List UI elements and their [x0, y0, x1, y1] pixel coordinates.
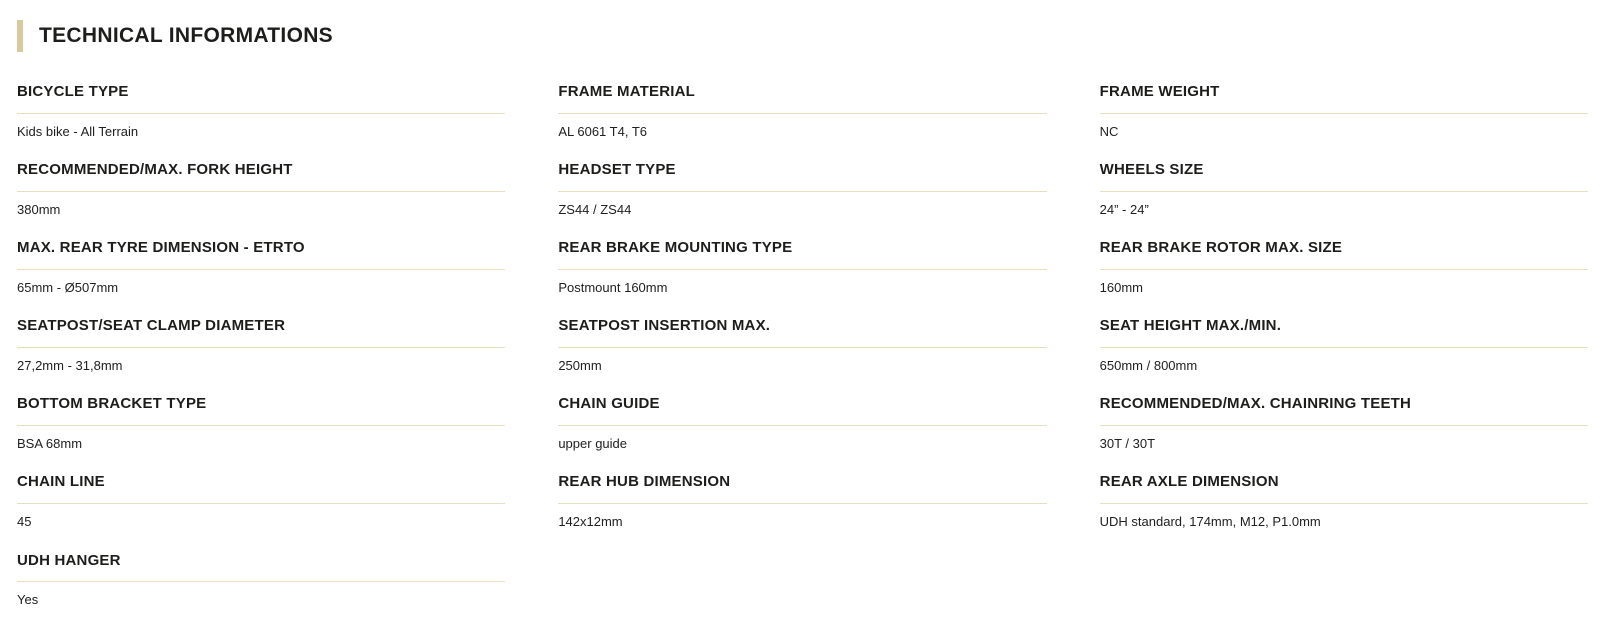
spec-label: FRAME MATERIAL [558, 84, 1046, 114]
spec-value: 250mm [558, 357, 602, 373]
spec-label: UDH HANGER [17, 553, 505, 583]
spec-item-rear-brake-mounting-type [558, 240, 1046, 295]
spec-value: 380mm [17, 201, 61, 217]
spec-label: REAR HUB DIMENSION [558, 474, 1046, 504]
spec-value: NC [1099, 123, 1119, 139]
spec-value: BSA 68mm [17, 435, 83, 451]
spec-item-chain-line [17, 474, 505, 529]
spec-label: SEATPOST INSERTION MAX. [558, 318, 1046, 348]
spec-item-rear-hub-dimension [558, 474, 1046, 529]
spec-item-rear-axle-dimension [1100, 474, 1588, 529]
spec-item-headset-type [558, 162, 1046, 217]
specs-column-3 [1100, 84, 1588, 553]
spec-value: 65mm - Ø507mm [17, 279, 119, 295]
spec-value: 24” - 24” [1099, 201, 1149, 217]
specs-grid [17, 84, 1588, 631]
spec-label: WHEELS SIZE [1100, 162, 1588, 192]
section-header [17, 20, 1588, 52]
spec-item-bicycle-type [17, 84, 505, 139]
spec-item-frame-material [558, 84, 1046, 139]
specs-column-1 [17, 84, 505, 631]
spec-value: 142x12mm [558, 513, 623, 529]
spec-value: Yes [17, 592, 39, 608]
spec-item-chain-guide [558, 396, 1046, 451]
spec-value: AL 6061 T4, T6 [558, 123, 647, 139]
page-title: TECHNICAL INFORMATIONS [39, 24, 333, 47]
spec-item-bottom-bracket-type [17, 396, 505, 451]
spec-value: 27,2mm - 31,8mm [17, 357, 123, 373]
spec-label: SEAT HEIGHT MAX./MIN. [1100, 318, 1588, 348]
spec-label: REAR BRAKE MOUNTING TYPE [558, 240, 1046, 270]
spec-value: Postmount 160mm [558, 279, 668, 295]
spec-value: ZS44 / ZS44 [558, 201, 632, 217]
spec-item-udh-hanger [17, 553, 505, 608]
spec-label: CHAIN GUIDE [558, 396, 1046, 426]
spec-item-frame-weight [1100, 84, 1588, 139]
spec-label: BOTTOM BRACKET TYPE [17, 396, 505, 426]
spec-item-rear-brake-rotor-max-size [1100, 240, 1588, 295]
spec-label: BICYCLE TYPE [17, 84, 505, 114]
spec-item-chainring-teeth [1100, 396, 1588, 451]
spec-value: 650mm / 800mm [1099, 357, 1198, 373]
spec-item-seatpost-clamp-diameter [17, 318, 505, 373]
spec-label: MAX. REAR TYRE DIMENSION - ETRTO [17, 240, 505, 270]
spec-item-fork-height [17, 162, 505, 217]
accent-bar [17, 20, 23, 52]
spec-value: 45 [17, 513, 32, 529]
spec-value: UDH standard, 174mm, M12, P1.0mm [1099, 513, 1321, 529]
spec-label: FRAME WEIGHT [1100, 84, 1588, 114]
spec-item-seat-height-max-min [1100, 318, 1588, 373]
spec-item-seatpost-insertion-max [558, 318, 1046, 373]
spec-item-rear-tyre-dimension [17, 240, 505, 295]
spec-label: RECOMMENDED/MAX. FORK HEIGHT [17, 162, 505, 192]
specs-column-2 [558, 84, 1046, 553]
spec-label: REAR BRAKE ROTOR MAX. SIZE [1100, 240, 1588, 270]
spec-value: upper guide [558, 435, 627, 451]
spec-label: SEATPOST/SEAT CLAMP DIAMETER [17, 318, 505, 348]
spec-value: 160mm [1099, 279, 1144, 295]
spec-label: HEADSET TYPE [558, 162, 1046, 192]
spec-label: CHAIN LINE [17, 474, 505, 504]
spec-value: Kids bike - All Terrain [17, 123, 139, 139]
spec-value: 30T / 30T [1099, 435, 1156, 451]
spec-label: RECOMMENDED/MAX. CHAINRING TEETH [1100, 396, 1588, 426]
spec-label: REAR AXLE DIMENSION [1100, 474, 1588, 504]
spec-item-wheels-size [1100, 162, 1588, 217]
